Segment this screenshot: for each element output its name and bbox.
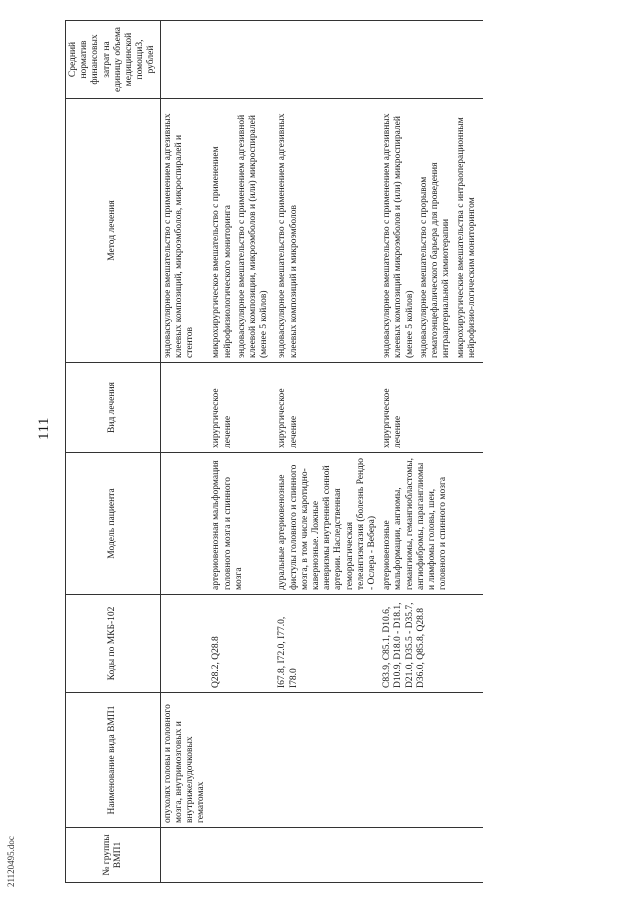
cell-icd-codes <box>160 595 209 693</box>
cell-group <box>275 828 380 883</box>
cell-vmp-name <box>275 693 380 828</box>
header-treatment-method: Метод лечения <box>66 99 161 363</box>
cell-icd-codes: Q28.2, Q28.8 <box>209 595 275 693</box>
table-row <box>380 21 483 883</box>
header-treatment-type: Вид лечения <box>66 363 161 453</box>
table-row <box>160 21 209 883</box>
cell-vmp-name <box>380 693 483 828</box>
method-item: эндоваскулярное вмешательство с применением адгезивных клеевых композиций, микроэмболов, микроспиралей и стентов <box>162 113 196 358</box>
table-row <box>209 21 275 883</box>
cell-treatment-type: хирургическое лечение <box>275 363 380 453</box>
page-number: 111 <box>36 417 52 440</box>
method-item: эндоваскулярное вмешательство с применением адгезивных клеевых композиций микроэмболов и (или) микроспиралей (менее 5 койлов) <box>382 113 415 358</box>
cell-icd-codes: I67.8, I72.0, I77.0, I78.0 <box>275 595 380 693</box>
table-container <box>65 21 477 883</box>
cell-treatment-type: хирургическое лечение <box>209 363 275 453</box>
method-item: микрохирургическое вмешательство с применением нейрофизиологического мониторинга <box>211 146 233 358</box>
cell-patient-model: дуральные артериовенозные фистулы головного и спинного мозга, в том числе каротидно-кавернозные. Ложные аневризмы внутренней сонной артерии. Наследственная геморрагическая телеангиэктазия (болезнь Рендю - Ослера - Вебера) <box>275 453 380 595</box>
table-header-row <box>66 21 161 883</box>
method-item: эндоваскулярное вмешательство с применением адгезивных клеевых композиций и микроэмболов <box>277 113 299 358</box>
footer-file-name: 21120495.doc <box>6 836 16 887</box>
header-vmp-name: Наименование вида ВМП1 <box>66 693 161 828</box>
cell-group <box>209 828 275 883</box>
cell-treatment-type <box>160 363 209 453</box>
cell-vmp-name: опухолях головы и головного мозга, внутримозговых и внутрижелудочковых гематомах <box>160 693 209 828</box>
cell-icd-codes: C83.9, C85.1, D10.6, D10.9, D18.0 - D18.1, D21.0, D35.5 - D35.7, D36.0, Q85.8, Q28.8 <box>380 595 483 693</box>
cell-treatment-type: хирургическое лечение <box>380 363 483 453</box>
cell-patient-model <box>160 453 209 595</box>
method-item: микрохирургические вмешательства с интраоперационным нейрофизио-логическим мониторингом <box>455 117 477 358</box>
table-row <box>275 21 380 883</box>
cell-treatment-method <box>380 99 483 363</box>
cell-treatment-method <box>209 99 275 363</box>
cell-cost-norm <box>275 21 380 99</box>
cell-cost-norm <box>380 21 483 99</box>
cell-patient-model: артериовенозные мальформации, ангиомы, гемангиомы, гемангиобластомы, ангиофибромы, параганглиомы и лимфомы головы, шеи, головного и спинного мозга <box>380 453 483 595</box>
header-patient-model: Модель пациента <box>66 453 161 595</box>
cell-treatment-method <box>275 99 380 363</box>
cell-patient-model: артериовенозная мальформация головного мозга и спинного мозга <box>209 453 275 595</box>
header-icd-codes: Коды по МКБ-102 <box>66 595 161 693</box>
cell-treatment-method <box>160 99 209 363</box>
cell-group <box>160 828 209 883</box>
cell-group <box>380 828 483 883</box>
method-item: эндоваскулярное вмешательство с прорывом гематоэнцефалического барьера для проведения интраартериальной химиотерапии <box>418 162 452 358</box>
cell-cost-norm <box>160 21 209 99</box>
method-item: эндоваскулярное вмешательство с применением адгезивной клеевой композиции, микроэмболов и (или) микроспиралей (менее 5 койлов) <box>236 114 270 358</box>
cell-vmp-name <box>209 693 275 828</box>
header-group-number: № группы ВМП1 <box>66 828 161 883</box>
vmp-table <box>65 20 483 883</box>
header-cost-norm: Средний норматив финансовых затрат на единицу объема медицинской помощи3, рублей <box>66 21 161 99</box>
cell-cost-norm <box>209 21 275 99</box>
